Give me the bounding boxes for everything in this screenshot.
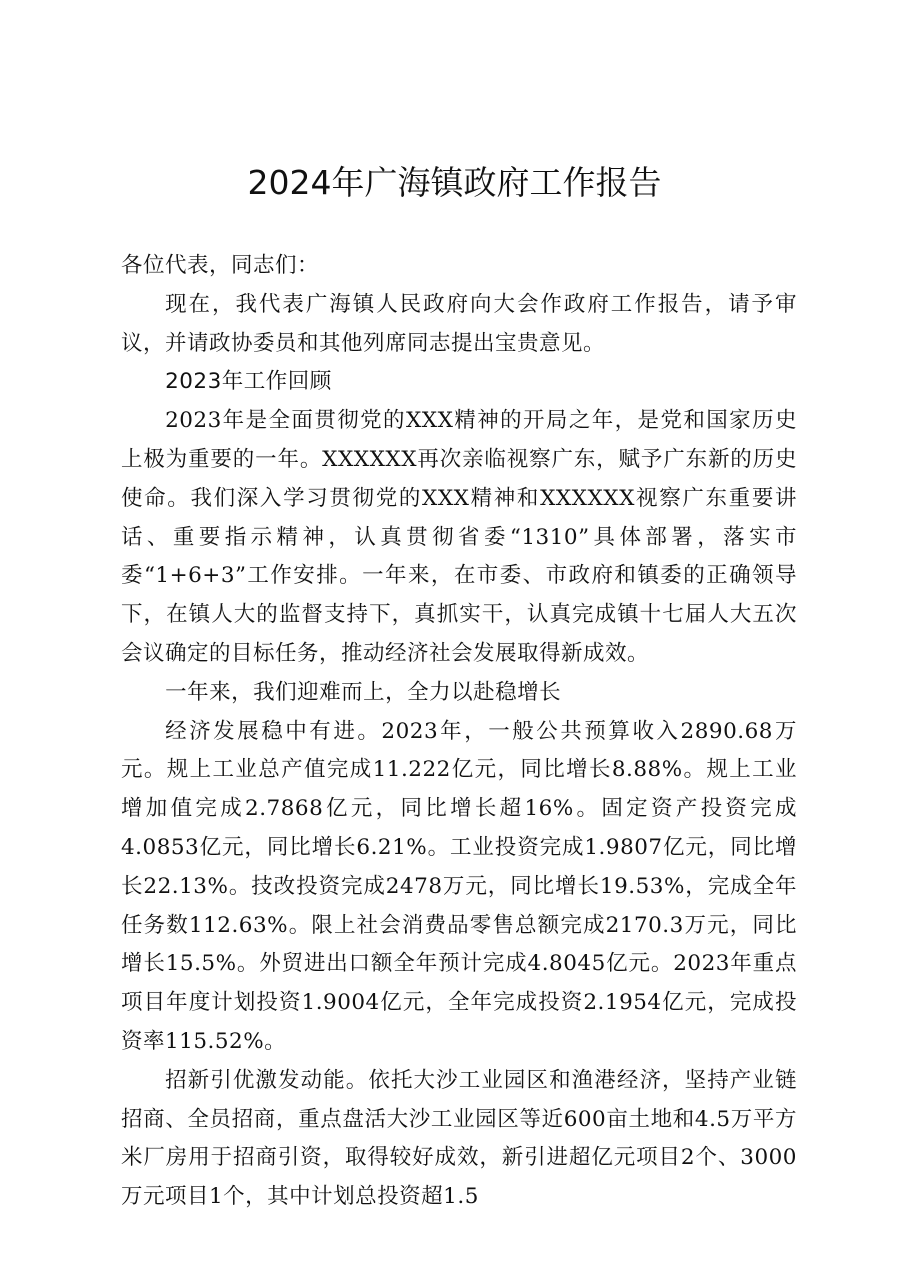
intro-paragraph: 现在，我代表广海镇人民政府向大会作政府工作报告，请予审议，并请政协委员和其他列席同志提出宝贵意见。 (121, 291, 797, 356)
investment-paragraph: 招新引优激发动能。依托大沙工业园区和渔港经济，坚持产业链招商、全员招商，重点盘活大沙工业园区等近600亩土地和4.5万平方米厂房用于招商引资，取得较好成效，新引进超亿元项目2个、3000万元项目1个，其中计划总投资超1.5 (121, 1067, 797, 1210)
salutation: 各位代表，同志们： (121, 253, 320, 278)
subsection-heading: 一年来，我们迎难而上，全力以赴稳增长 (165, 679, 562, 705)
economy-paragraph: 经济发展稳中有进。2023年，一般公共预算收入2890.68万元。规上工业总产值完成11.222亿元，同比增长8.88%。规上工业增加值完成2.7868亿元，同比增长超16%。固定资产投资完成4.0853亿元，同比增长6.21%。工业投资完成1.9807亿元，同比增长22.13%。技改投资完成2478万元，同比增长19.53%，完成全年任务数112.63%。限上社会消费品零售总额完成2170.3万元，同比增长15.5%。外贸进出口额全年预计完成4.8045亿元。2023年重点项目年度计划投资1.9004亿元，全年完成投资2.1954亿元，完成投资率115.52%。 (121, 718, 797, 1054)
document-title: 2024年广海镇政府工作报告 (247, 163, 662, 202)
section-heading: 2023年工作回顾 (165, 369, 332, 395)
review-paragraph: 2023年是全面贯彻党的XXX精神的开局之年，是党和国家历史上极为重要的一年。XXXXXX再次亲临视察广东，赋予广东新的历史使命。我们深入学习贯彻党的XXX精神和XXXXXX视察广东重要讲话、重要指示精神，认真贯彻省委“1310”具体部署，落实市委“1+6+3”工作安排。一年来，在市委、市政府和镇委的正确领导下，在镇人大的监督支持下，真抓实干，认真完成镇十七届人大五次会议确定的目标任务，推动经济社会发展取得新成效。 (121, 408, 797, 666)
document-body (121, 247, 797, 1217)
